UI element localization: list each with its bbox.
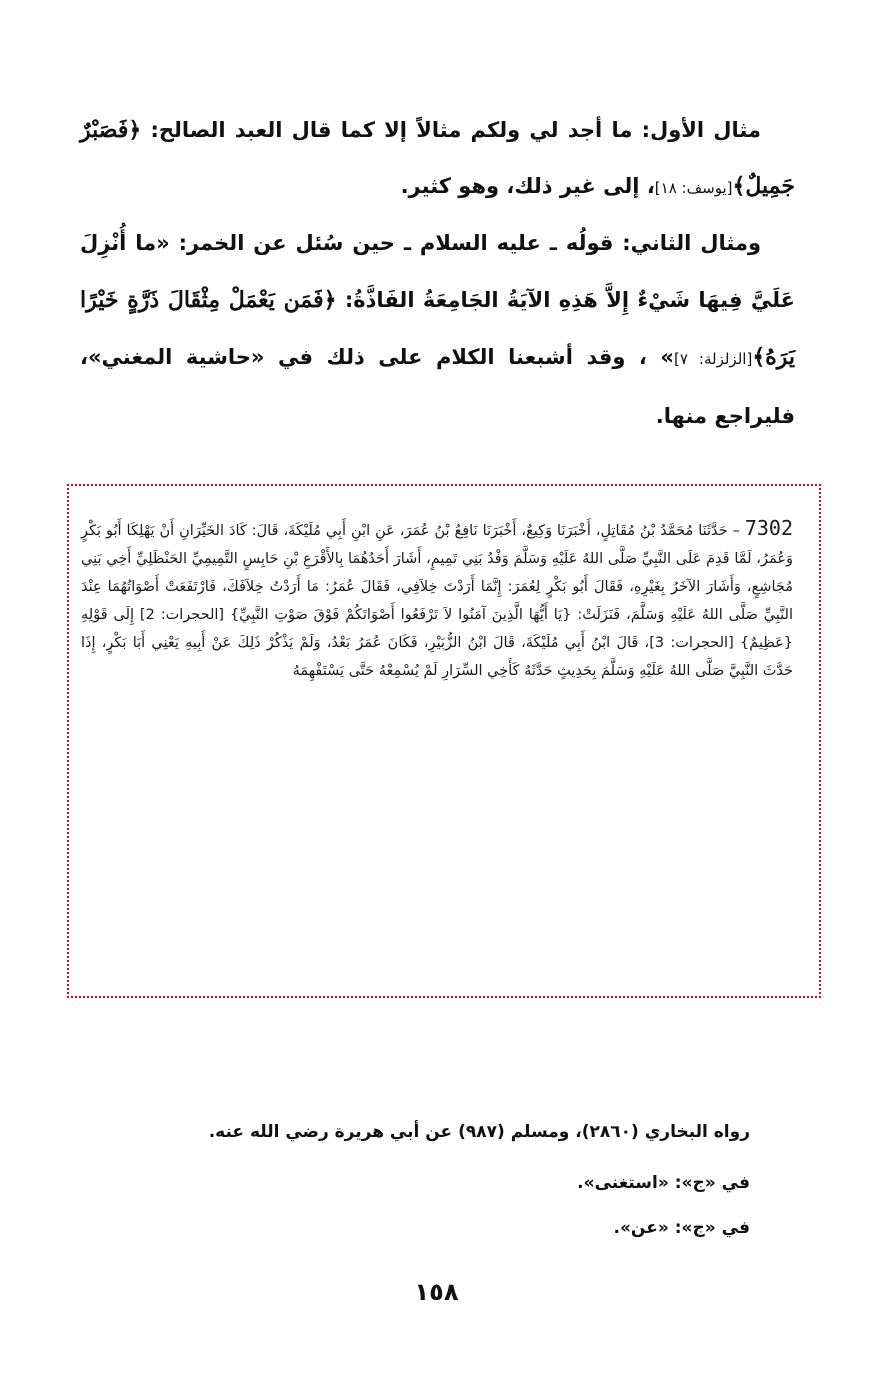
hadith-body: – حَدَّثَنَا مُحَمَّدُ بْنُ مُقَاتِلٍ، أَخْبَرَنَا وَكِيعٌ، أَخْبَرَنَا نَافِعُ بْنُ عُمَرَ، عَنِ ابْنِ أَبِي مُلَيْكَةَ، قَالَ: كَادَ الخَيِّرَانِ أَنْ يَهْلِكَا أَبُو بَكْرٍ وَعُمَرُ، لَمَّا قَدِمَ عَلَى النَّبِيِّ صَلَّى اللهُ عَلَيْهِ وَسَلَّمَ وَفْدُ بَنِي تَمِيمٍ، أَشَارَ أَحَدُهُمَا بِالأَقْرَعِ بْنِ حَابِسٍ التَّمِيمِيِّ الحَنْظَلِيِّ أَخِي بَنِي مُجَاشِعٍ، وَأَشَارَ الآخَرُ بِغَيْرِهِ، فَقَالَ أَبُو بَكْرٍ لِعُمَرَ: إِنَّمَا أَرَدْتَ خِلاَفِي، فَقَالَ عُمَرُ: مَا أَرَدْتُ خِلاَفَكَ، فَارْتَفَعَتْ أَصْوَاتُهُمَا عِنْدَ النَّبِيِّ صَلَّى اللهُ عَلَيْهِ وَسَلَّمَ، فَنَزَلَتْ: {يَا أَيُّهَا الَّذِينَ آمَنُوا لاَ تَرْفَعُوا أَصْوَاتَكُمْ فَوْقَ صَوْتِ النَّبِيِّ} [الحجرات: 2] إِلَى قَوْلِهِ {عَظِيمٌ} [الحجرات: 3]، قَالَ ابْنُ أَبِي مُلَيْكَةَ، قَالَ ابْنُ الزُّبَيْرِ، فَكَانَ عُمَرُ بَعْدُ، وَلَمْ يَذْكُرْ ذَلِكَ عَنْ أَبِيهِ يَعْنِي أَبَا بَكْرٍ، إِذَا حَدَّثَ النَّبِيَّ صَلَّى اللهُ عَلَيْهِ وَسَلَّمَ بِحَدِيثٍ حَدَّثَهُ كَأَخِي السِّرَارِ لَمْ يُسْمِعْهُ حَتَّى يَسْتَفْهِمَهُ (81, 523, 793, 679)
footnote-3: في «ج»: «عن». (613, 1218, 750, 1238)
footnote-1: رواه البخاري (٢٨٦٠)، ومسلم (٩٨٧) عن أبي هريرة رضي الله عنه. (208, 1122, 750, 1142)
paragraph-text: ، إلى غير ذلك، وهو كثير. (400, 174, 655, 198)
verse-reference: [الزلزلة: ٧] (674, 350, 753, 368)
footnote-2: في «ج»: «استغنى». (577, 1173, 750, 1193)
paragraph-text: مثال الأول: ما أجد لي ولكم مثالاً إلا كما قال العبد الصالح: (141, 118, 761, 142)
quran-verse: ﴿فَصَبْرٌ جَمِيلٌ﴾ (80, 117, 795, 199)
verse-reference: [يوسف: ١٨] (654, 179, 733, 197)
page-number: ١٥٨ (414, 1278, 459, 1306)
paragraph-example-first (80, 102, 795, 216)
hadith-box (67, 484, 821, 998)
paragraph-example-second (80, 215, 795, 445)
hadith-text (81, 514, 793, 685)
paragraph-text: » ، وقد أشبعنا الكلام على ذلك في «حاشية المغني»، فليراجع منها. (80, 345, 795, 428)
paragraph-text: ومثال الثاني: قولُه ـ عليه السلام ـ حين سُئل عن الخمر: «ما أُنْزِلَ عَلَيَّ فِيهَا شَيْءٌ إِلاَّ هَذِهِ الآيَةُ الجَامِعَةُ الفَاذَّةُ: (80, 231, 795, 312)
quran-verse: ﴿فَمَن يَعْمَلْ مِثْقَالَ ذَرَّةٍ خَيْرًا يَرَهُ﴾ (80, 287, 795, 370)
hadith-number: 7302 (744, 516, 793, 540)
